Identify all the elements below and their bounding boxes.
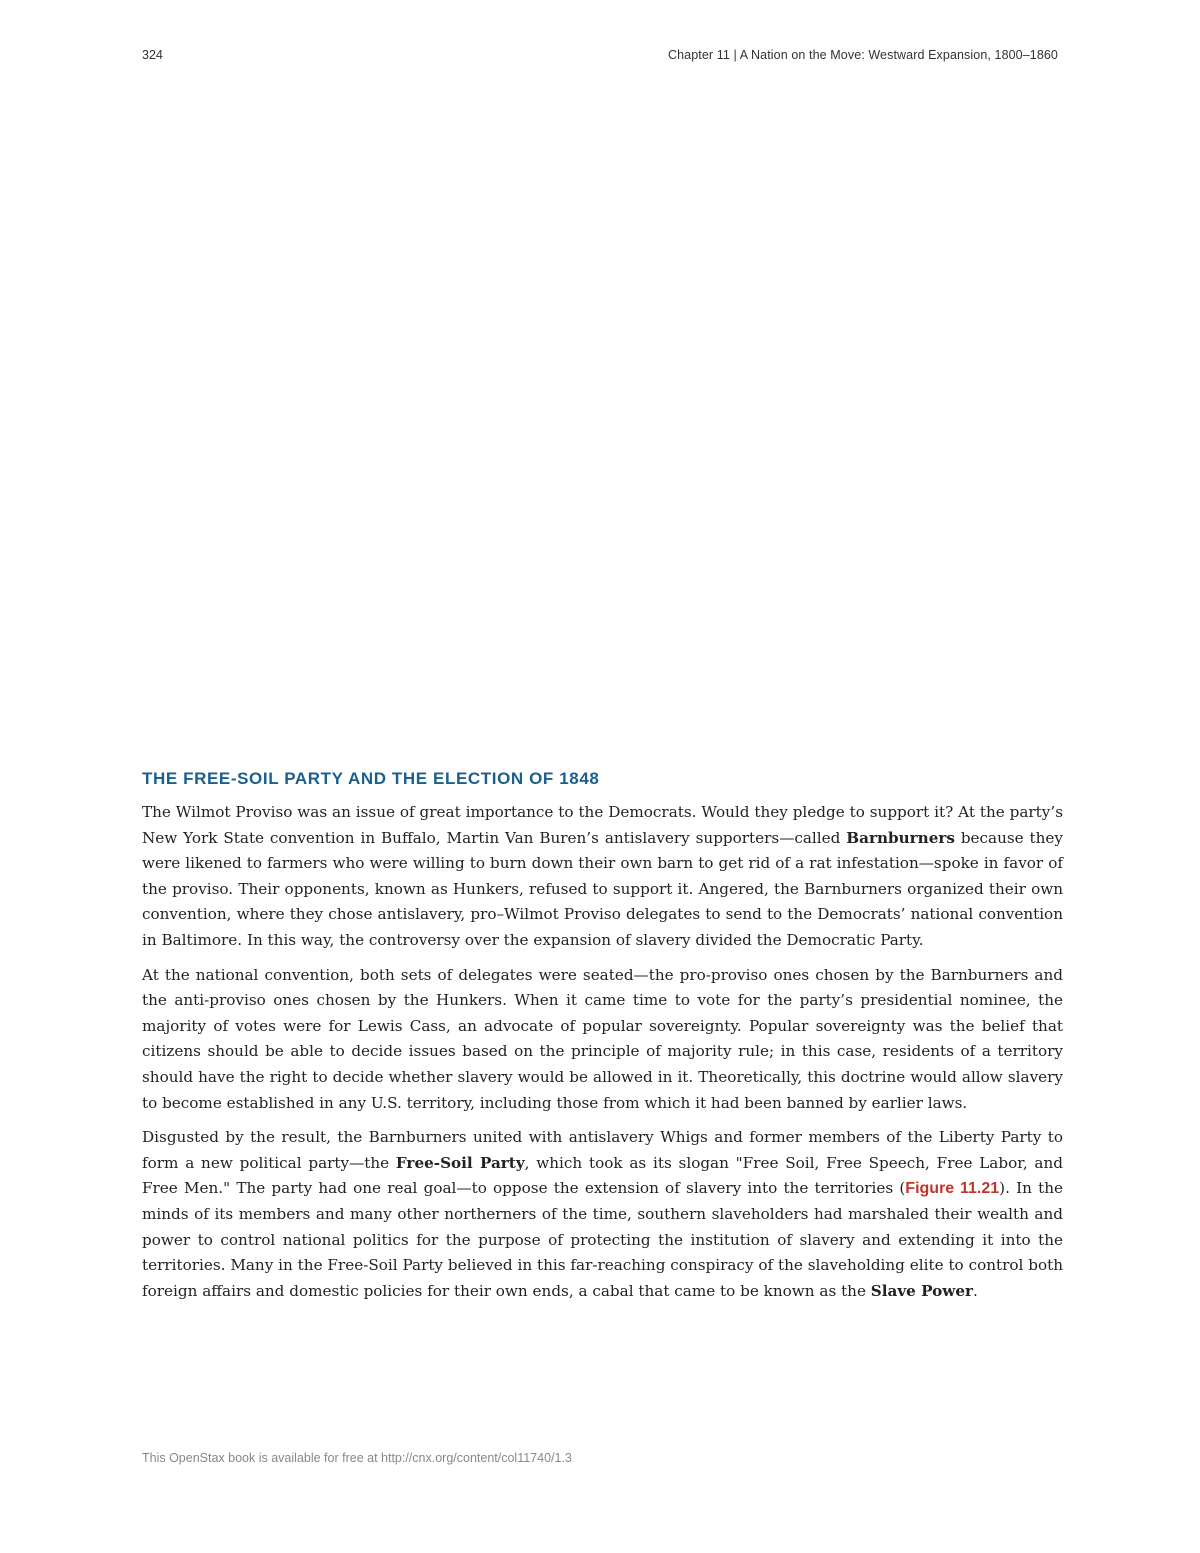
running-header: [142, 48, 1058, 68]
paragraph-1: [142, 800, 1063, 954]
paragraph-1-text-a: The Wilmot Proviso was an issue of great importance to the Democrats. Would they pledge to support it? At the party’s New York State convention in Buffalo, Martin Van Buren’s antislavery supporters—called: [142, 803, 1063, 847]
key-term-barnburners: Barnburners: [846, 828, 955, 847]
section-heading: THE FREE-SOIL PARTY AND THE ELECTION OF 1848: [142, 769, 600, 788]
paragraph-3-text-b: , which took as its slogan "Free Soil, Free Speech, Free Labor, and Free Men." The party had one real goal—to oppose the extension of slavery into the territories (: [142, 1153, 1063, 1198]
paragraph-1-text-b: because they were likened to farmers who were willing to burn down their own barn to get rid of a rat infestation—spoke in favor of the proviso. Their opponents, known as Hunkers, refused to support it. Angered, the Barnburners organized their own convention, where they chose antislavery, pro–Wilmot Proviso delegates to send to the Democrats’ national convention in Baltimore. In this way, the controversy over the expansion of slavery divided the Democratic Party.: [142, 828, 1063, 949]
paragraph-3-text-a: Disgusted by the result, the Barnburners united with antislavery Whigs and former members of the Liberty Party to form a new political party—the: [142, 1128, 1063, 1172]
paragraph-3-text-c: ). In the minds of its members and many other northerners of the time, southern slaveholders had marshaled their wealth and power to control national politics for the purpose of protecting the institution of slavery and extending it into the territories. Many in the Free-Soil Party believed in this far-reaching conspiracy of the slaveholding elite to control both foreign affairs and domestic policies for their own ends, a cabal that came to be known as the: [142, 1179, 1063, 1300]
key-term-slave-power: Slave Power: [870, 1281, 973, 1300]
section-free-soil-party: [142, 768, 1063, 1313]
key-term-free-soil-party: Free-Soil Party: [395, 1153, 525, 1172]
paragraph-3: [142, 1125, 1063, 1304]
paragraph-2: At the national convention, both sets of delegates were seated—the pro-proviso ones chosen by the Barnburners and the anti-proviso ones chosen by the Hunkers. When it came time to vote for the party’s presidential nominee, the majority of votes were for Lewis Cass, an advocate of popular sovereignty. Popular sovereignty was the belief that citizens should be able to decide issues based on the principle of majority rule; in this case, residents of a territory should have the right to decide whether slavery would be allowed in it. Theoretically, this doctrine would allow slavery to become established in any U.S. territory, including those from which it had been banned by earlier laws.: [142, 965, 1063, 1112]
figure-link[interactable]: Figure 11.21: [905, 1180, 1000, 1198]
chapter-title: Chapter 11 | A Nation on the Move: Westward Expansion, 1800–1860: [668, 48, 1058, 62]
page-footer: This OpenStax book is available for free at http://cnx.org/content/col11740/1.3: [142, 1451, 572, 1465]
page-number: 324: [142, 48, 163, 62]
paragraph-3-text-d: .: [973, 1281, 978, 1300]
